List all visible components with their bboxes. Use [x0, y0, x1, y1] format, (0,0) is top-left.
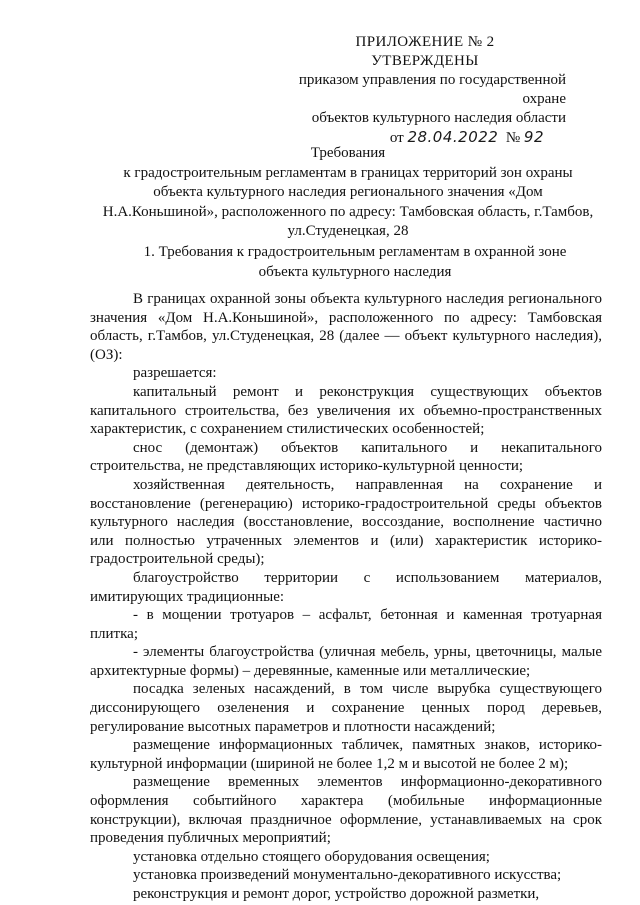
title-line-5: ул.Студенецкая, 28 [287, 223, 409, 239]
paragraph-info-plaques: размещение информационных табличек, памятных знаков, историко-культурной информации (шириной не более 1,2 м и высотой не более 2 м); [90, 737, 602, 772]
paragraph-monumental-art: установка произведений монументально-декоративного искусства; [133, 867, 562, 884]
order-line-1: приказом управления по государственной охране [298, 72, 566, 107]
paragraph-allowed: разрешается: [133, 365, 217, 382]
handwritten-date: 28.04.2022 [407, 128, 499, 146]
paragraph-street-elements: - элементы благоустройства (уличная мебель, урны, цветочницы, малые архитектурные формы) – деревянные, каменные или металлические; [90, 644, 602, 679]
section-1-title [120, 243, 590, 282]
section-1-title-line-2: объекта культурного наследия [258, 263, 452, 280]
paragraph-economic-activity: хозяйственная деятельность, направленная на сохранение и восстановление (регенерацию) историко-градостроительной среды объектов культурного наследия (восстановление, воссоздание, восполнение частично или полностью утраченных элементов и (или) характеристик историко-градостроительной среды); [90, 476, 602, 568]
document-title [88, 144, 608, 242]
paragraph-landscaping: благоустройство территории с использованием материалов, имитирующих традиционные: [90, 569, 602, 605]
paragraph-demolition: снос (демонтаж) объектов капитального и некапитального строительства, не представляющих историко-культурной ценности; [90, 439, 602, 475]
number-prefix: № [505, 130, 521, 146]
paragraph-roads: реконструкция и ремонт дорог, устройство дорожной разметки, [133, 886, 540, 902]
title-line-4: Н.А.Коньшиной», расположенного по адресу: Тамбовская область, г.Тамбов, [102, 203, 594, 220]
approved-label: УТВЕРЖДЕНЫ [371, 53, 479, 69]
paragraph-temporary-decor: размещение временных элементов информационно-декоративного оформления событийного характера (мобильные информационные конструкции), включая праздничное оформление, устанавливаемых на срок проведения публичных мероприятий; [90, 774, 602, 847]
paragraph-intro: В границах охранной зоны объекта культурного наследия регионального значения «Дом Н.А.Коньшиной», расположенного по адресу: Тамбовская область, г.Тамбов, ул.Студенецкая, 28 (далее — объект культурного наследия), (ОЗ): [90, 291, 602, 363]
handwritten-number: 92 [523, 128, 544, 146]
approval-stamp-block [270, 33, 580, 148]
title-line-1: Требования [310, 145, 386, 161]
title-line-2: к градостроительным регламентам в границах территорий зон охраны [123, 164, 573, 181]
section-1-title-line-1: 1. Требования к градостроительным регламентам в охранной зоне [143, 244, 567, 260]
order-line-2: объектов культурного наследия области [311, 110, 566, 126]
section-1-body [90, 290, 602, 904]
appendix-heading: ПРИЛОЖЕНИЕ № 2 [355, 34, 495, 50]
title-line-3: объекта культурного наследия регионального значения «Дом [153, 184, 543, 200]
paragraph-paving: - в мощении тротуаров – асфальт, бетонная и каменная тротуарная плитка; [90, 607, 602, 642]
paragraph-repair: капитальный ремонт и реконструкция существующих объектов капитального строительства, без увеличения их объемно-пространственных характеристик, с сохранением стилистических особенностей; [90, 383, 602, 438]
paragraph-planting: посадка зеленых насаждений, в том числе вырубка существующего диссонирующего озеленения и сохранение ценных пород деревьев, регулирование высотных параметров и плотности насаждений; [90, 681, 602, 735]
paragraph-lighting: установка отдельно стоящего оборудования освещения; [133, 848, 490, 865]
date-prefix: от [389, 130, 404, 146]
